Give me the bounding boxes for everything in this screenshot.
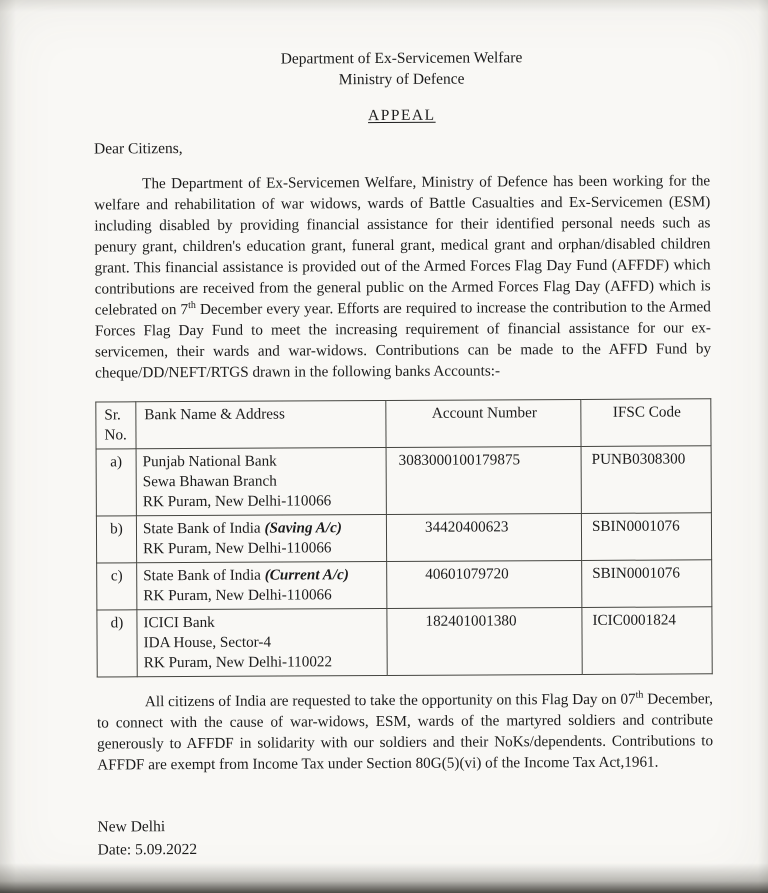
- bank-line: IDA House, Sector-4: [143, 633, 272, 652]
- bank-line: RK Puram, New Delhi-110066: [142, 492, 332, 511]
- appeal-paragraph-1: [94, 170, 711, 383]
- table-row-b: [96, 513, 711, 563]
- paragraph-2-text-a: All citizens of India are requested to take the opportunity on this Flag Day on 07: [144, 690, 636, 711]
- bank-line: [143, 565, 380, 586]
- paragraph-1-text-b: December every year. Efforts are required to increase the contribution to the Armed Forces Flag Day Fund to meet the increasing requirement of financial assistance for our ex-servicemen, their wards and war-widows. Contributions can be made to the AFFD Fund by cheque/DD/NEFT/RTGS drawn in the following banks Accounts:-: [94, 298, 712, 382]
- appeal-title: [94, 103, 710, 127]
- bank-name-text: State Bank of India: [143, 566, 265, 585]
- bank-line: RK Puram, New Delhi-110066: [143, 586, 332, 605]
- col-header-ifsc-code: IFSC Code: [581, 399, 711, 447]
- bank-line: [143, 518, 380, 539]
- bank-line: ICICI Bank: [143, 613, 215, 632]
- sr-cell: b): [96, 516, 136, 563]
- bank-name-text: State Bank of India: [142, 519, 265, 538]
- col-header-bank-name: Bank Name & Address: [136, 400, 386, 448]
- superscript-th: th: [188, 299, 196, 311]
- letterhead-line1: Department of Ex-Servicemen Welfare: [280, 49, 523, 68]
- closing-block: [97, 812, 713, 861]
- account-number-cell: 182401001380: [387, 607, 582, 675]
- account-type-label: (Current A/c): [264, 566, 349, 584]
- appeal-title-text: APPEAL: [367, 106, 436, 125]
- closing-place: New Delhi: [97, 818, 166, 836]
- ifsc-code-cell: ICIC0001824: [582, 607, 712, 675]
- table-header-row: [96, 399, 711, 449]
- bank-name-cell: [136, 447, 386, 515]
- paragraph-2-text-b: December, to connect with the cause of war-widows, ESM, wards of the martyred soldiers and contribute generously to AFFDF in solidarity with our soldiers and their NoKs/dependents. Contributions to AFFDF are exempt from Income Tax under Section 80G(5)(vi) of the Income Tax Act,1961.: [96, 690, 714, 774]
- sr-cell: d): [97, 610, 137, 677]
- account-type-label: (Saving A/c): [264, 519, 342, 537]
- sr-cell: c): [97, 563, 137, 610]
- account-number-cell: 34420400623: [386, 513, 581, 561]
- bank-line: Punjab National Bank: [142, 452, 277, 471]
- bank-name-cell: [136, 514, 386, 562]
- ifsc-code-cell: SBIN0001076: [581, 513, 711, 561]
- paragraph-1-text-a: The Department of Ex-Servicemen Welfare, Ministry of Defence has been working for the welfare and rehabilitation of war widows, wards of Battle Casualties and Ex-Servicemen (ESM) including disabled by providing financial assistance for their identified personal needs such as penury grant, children's education grant, funeral grant, medical grant and orphan/disabled children grant. This financial assistance is provided out of the Armed Forces Flag Day Fund (AFFDF) which contributions are received from the general public on the Armed Forces Flag Day (AFFD) which is celebrated on 7: [94, 172, 711, 319]
- appeal-paragraph-2: [97, 688, 713, 775]
- ifsc-code-cell: PUNB0308300: [581, 446, 711, 514]
- sr-cell: a): [96, 449, 136, 516]
- account-number-cell: 3083000100179875: [386, 446, 581, 514]
- bank-line: Sewa Bhawan Branch: [142, 472, 277, 491]
- account-number-cell: 40601079720: [387, 560, 582, 608]
- bank-accounts-table: [95, 398, 712, 677]
- bank-name-cell: [137, 561, 387, 609]
- closing-date: Date: 5.09.2022: [97, 840, 198, 859]
- letterhead: [93, 46, 709, 91]
- table-row-c: [97, 560, 712, 610]
- salutation: Dear Citizens,: [93, 140, 183, 158]
- table-row-a: [96, 446, 711, 516]
- ifsc-code-cell: SBIN0001076: [582, 560, 712, 608]
- bank-line: RK Puram, New Delhi-110022: [143, 653, 333, 672]
- table-row-d: [97, 607, 712, 677]
- scan-edge-shadow-bottom: [0, 863, 768, 893]
- col-header-account-number: Account Number: [386, 399, 581, 447]
- bank-line: RK Puram, New Delhi-110066: [143, 539, 332, 558]
- col-header-sr-no: Sr. No.: [96, 402, 136, 449]
- letterhead-line2: Ministry of Defence: [338, 70, 465, 89]
- bank-name-cell: [137, 608, 387, 676]
- superscript-th: th: [635, 689, 644, 701]
